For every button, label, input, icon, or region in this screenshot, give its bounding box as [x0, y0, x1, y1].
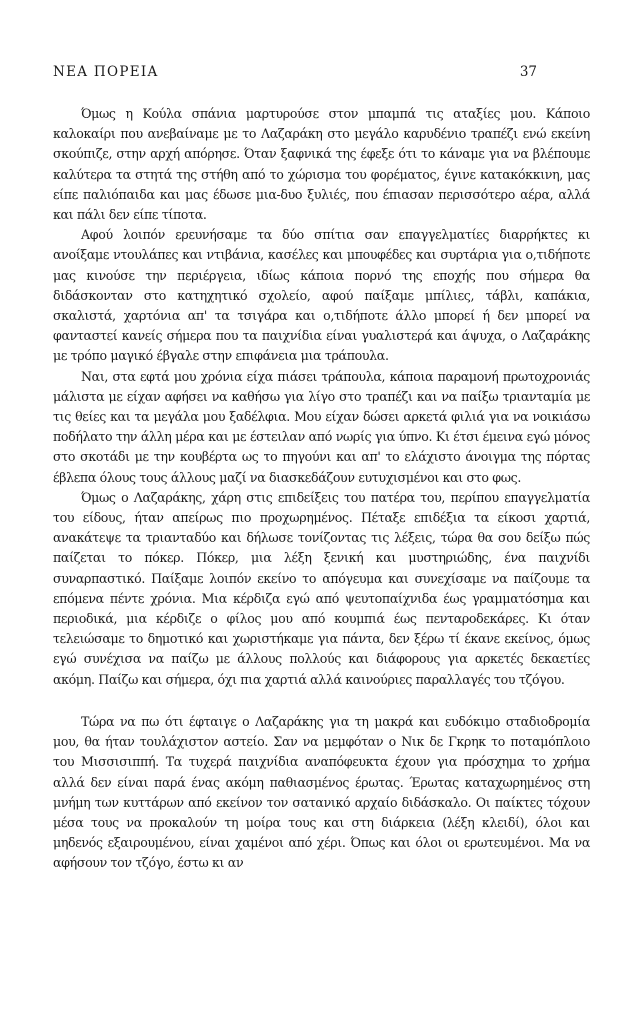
running-head: ΝΕΑ ΠΟΡΕΙΑ [53, 64, 159, 80]
body-text [53, 104, 590, 874]
page-number: 37 [519, 64, 537, 80]
paragraph: Τώρα να πω ότι έφταιγε ο Λαζαράκης για τη μακρά και ευδόκιμο σταδιοδρομία μου, θα ήταν τουλάχιστον αστείο. Σαν να μεμφόταν ο Νικ δε Γκρηκ το ποταμόπλοιο του Μισσισιππή. Τα τυχερά παιχνίδια αναπόφευκτα έχουν για πρόσχημα το χρήμα αλλά δεν είναι παρά ένας ακόμη παθιασμένος έρωτας. Έρωτας καταχωρημένος στη μνήμη των κυττάρων από εκείνον τον σατανικό αρχαίο διδάσκαλο. Οι παίκτες τόχουν μέσα τους να προκαλούν τη μοίρα τους και στη διάρκεια (λέξη κλειδί), όλοι και μηδενός εξαιρουμένου, είναι χαμένοι από χέρι. Όπως και όλοι οι ερωτευμένοι. Μα να αφήσουν τον τζόγο, έστω κι αν [53, 713, 590, 871]
paragraph: Ναι, στα εφτά μου χρόνια είχα πιάσει τράπουλα, κάποια παραμονή πρωτοχρονιάς μάλιστα με είχαν αφήσει να καθήσω για λίγο στο τραπέζι και να παίξω τριανταμία με τις θείες και τα μεγάλα μου ξαδέλφια. Μου είχαν δώσει αρκετά φιλιά για να νοικιάσω ποδήλατο την άλλη μέρα και με έστειλαν από νωρίς για ύπνο. Κι έτσι έμεινα εγώ μόνος στο σκοτάδι με την κουβέρτα ως το πηγούνι και απ' το ελάχιστο άνοιγμα της πόρτας έβλεπα όλους τους άλλους μαζί να διασκεδάζουν ευτυχισμένοι και στο φως. [53, 368, 590, 485]
paragraph: Όμως η Κούλα σπάνια μαρτυρούσε στον μπαμπά τις αταξίες μου. Κάποιο καλοκαίρι που ανεβαίναμε με το Λαζαράκη στο μεγάλο καρυδένιο τραπέζι ενώ εκείνη σκούπιζε, στην αρχή απόρησε. Όταν ξαφνικά της έφεξε ότι το κάναμε για να βλέπουμε καλύτερα τα στητά της στήθη από το χώρισμα του φορέματος, έγινε κατακόκκινη, μας είπε παλιόπαιδα και μας έδωσε μια-δυο ξυλιές, που έπιασαν περισσότερο αέρα, αλλά και πάλι δεν είπε τίποτα. [53, 106, 590, 223]
paragraph: Αφού λοιπόν ερευνήσαμε τα δύο σπίτια σαν επαγγελματίες διαρρήκτες κι ανοίξαμε ντουλάπες και ντιβάνια, κασέλες και μπουφέδες και συρτάρια για ο,τιδήποτε μας κινούσε την περιέργεια, ιδίως κάποια πορνό της εποχής που σήμερα θα διδάσκονταν στο κατηχητικό σχολείο, αφού παίξαμε μπίλιες, τάβλι, καπάκια, σκαλιστά, χαρτόνια απ' τα τσιγάρα και ο,τιδήποτε άλλο μπορεί ή δεν μπορεί να φανταστεί κανείς σήμερα που τα παιχνίδια είναι γυαλιστερά και άψυχα, ο Λαζαράκης με τρόπο μαγικό έβγαλε στην επιφάνεια μια τράπουλα. [53, 227, 590, 364]
paragraph: Όμως ο Λαζαράκης, χάρη στις επιδείξεις του πατέρα του, περίπου επαγγελματία του είδους, ήταν απείρως πιο προχωρημένος. Πέταξε επιδέξια τα είκοσι χαρτιά, ανακάτεψε τα τριανταδύο και δήλωσε τονίζοντας τις λέξεις, τώρα θα σου δείξω πώς παίζεται το πόκερ. Πόκερ, μια λέξη ξενική και μυστηριώδης, ένα παιχνίδι συναρπαστικό. Παίξαμε λοιπόν εκείνο το απόγευμα και συνεχίσαμε να παίζουμε τα επόμενα πέντε χρόνια. Μια κέρδιζα εγώ από ψευτοπαίχνιδα έως γραμματόσημα και περιοδικά, μια κέρδιζε ο φίλος μου από κουμπιά έως πενταροδεκάρες. Κι όταν τελειώσαμε το δημοτικό και χωριστήκαμε για πάντα, δεν ξέρω τί έκανε εκείνος, όμως εγώ συνέχισα να παίζω με άλλους πολλούς και διάφορους για αρκετές δεκαετίες ακόμη. Παίζω και σήμερα, όχι πια χαρτιά αλλά καινούριες παραλλαγές του τζόγου. [53, 489, 590, 687]
